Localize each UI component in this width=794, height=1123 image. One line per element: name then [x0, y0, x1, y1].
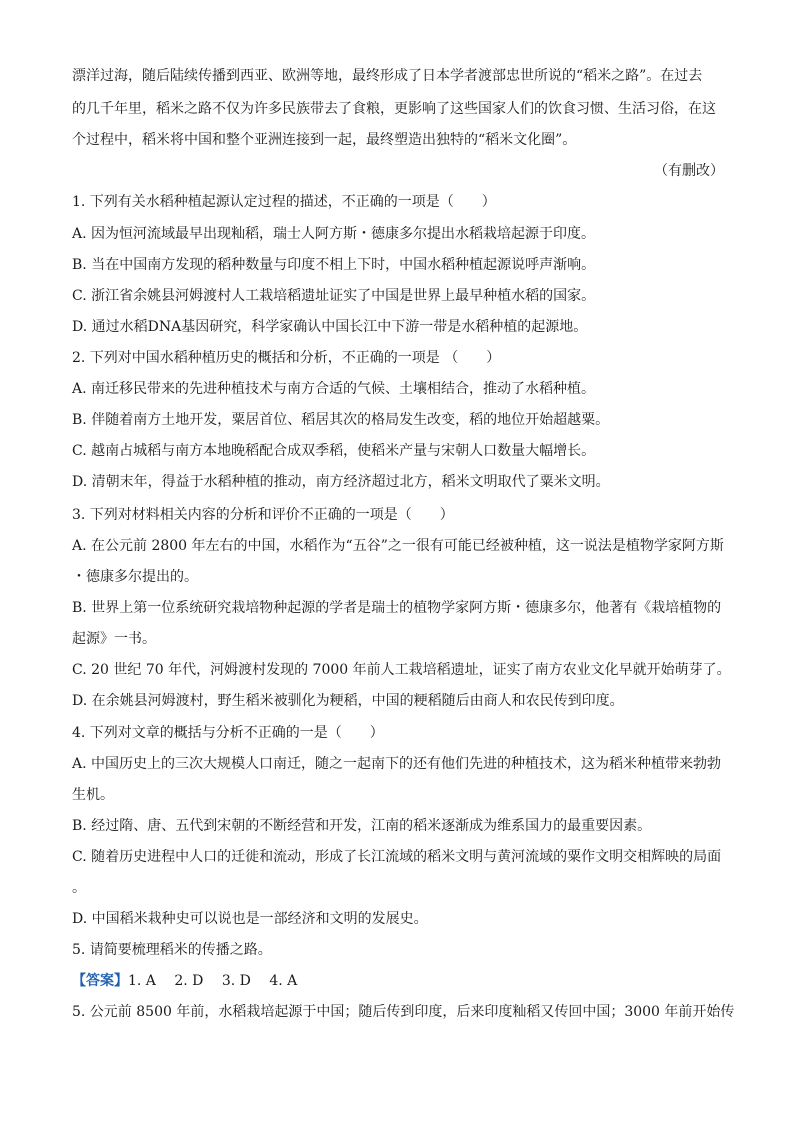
question-3-option-b-line-2: 起源》一书。 — [72, 631, 156, 647]
question-4-option-d: D. 中国稻米栽种史可以说也是一部经济和文明的发展史。 — [72, 911, 428, 927]
question-4-option-b: B. 经过隋、唐、五代到宋朝的不断经营和开发，江南的稻米逐渐成为维系国力的最重要因素。 — [72, 818, 652, 834]
question-3-option-d: D. 在余姚县河姆渡村，野生稻米被驯化为粳稻，中国的粳稻随后由商人和农民传到印度。 — [72, 693, 624, 709]
answer-5-line-1: 5. 公元前 8500 年前，水稻栽培起源于中国；随后传到印度，后来印度籼稻又传回中国；3000 年前开始传 — [72, 1004, 735, 1020]
question-5-stem: 5. 请简要梳理稻米的传播之路。 — [72, 942, 272, 958]
question-1-option-c: C. 浙江省余姚县河姆渡村人工栽培稻遗址证实了中国是世界上最早种植水稻的国家。 — [72, 288, 596, 304]
question-1-option-d: D. 通过水稻DNA基因研究，科学家确认中国长江中下游一带是水稻种植的起源地。 — [72, 319, 588, 335]
question-1-stem: 1. 下列有关水稻种植起源认定过程的描述，不正确的一项是（ ） — [72, 194, 496, 210]
question-2-option-c: C. 越南占城稻与南方本地晚稻配合成双季稻，使稻米产量与宋朝人口数量大幅增长。 — [72, 443, 596, 459]
passage-line-1: 漂洋过海，随后陆续传播到西亚、欧洲等地，最终形成了日本学者渡部忠世所说的“稻米之路”。在过去 — [72, 68, 703, 84]
question-4-option-a-line-1: A. 中国历史上的三次大规模人口南迁，随之一起南下的还有他们先进的种植技术，这为稻米种植带来勃勃 — [72, 756, 722, 772]
source-note: （有删改） — [654, 163, 724, 179]
question-4-option-a-line-2: 生机。 — [72, 787, 114, 803]
question-2-option-d: D. 清朝末年，得益于水稻种植的推动，南方经济超过北方，稻米文明取代了粟米文明。 — [72, 474, 610, 490]
question-3-option-a-line-1: A. 在公元前 2800 年左右的中国，水稻作为“五谷”之一很有可能已经被种植，这一说法是植物学家阿方斯 — [72, 538, 724, 554]
question-3-option-c: C. 20 世纪 70 年代，河姆渡村发现的 7000 年前人工栽培稻遗址，证实了南方农业文化早就开始萌芽了。 — [72, 662, 731, 678]
question-2-option-a: A. 南迁移民带来的先进种植技术与南方合适的气候、土壤相结合，推动了水稻种植。 — [72, 381, 596, 397]
answer-tag: 【答案】 — [72, 973, 128, 989]
question-4-stem: 4. 下列对文章的概括与分析不正确的一是（ ） — [72, 725, 384, 741]
passage-line-3: 个过程中，稻米将中国和整个亚洲连接到一起，最终塑造出独特的“稻米文化圈”。 — [72, 132, 577, 148]
question-4-option-c-line-1: C. 随着历史进程中人口的迁徙和流动，形成了长江流域的稻米文明与黄河流域的粟作文明交相辉映的局面 — [72, 849, 722, 865]
answer-values: 1. A 2. D 3. D 4. A — [128, 973, 298, 989]
question-3-stem: 3. 下列对材料相关内容的分析和评价不正确的一项是（ ） — [72, 507, 454, 523]
question-1-option-b: B. 当在中国南方发现的稻种数量与印度不相上下时，中国水稻种植起源说呼声渐响。 — [72, 257, 596, 273]
answer-key — [72, 971, 724, 991]
question-4-option-c-line-2: 。 — [72, 880, 86, 896]
question-3-option-b-line-1: B. 世界上第一位系统研究栽培物种起源的学者是瑞士的植物学家阿方斯・德康多尔，他著有《栽培植物的 — [72, 600, 722, 616]
question-3-option-a-line-2: ・德康多尔提出的。 — [72, 569, 198, 585]
passage-line-2: 的几千年里，稻米之路不仅为许多民族带去了食粮，更影响了这些国家人们的饮食习惯、生活习俗，在这 — [72, 101, 716, 117]
question-1-option-a: A. 因为恒河流域最早出现籼稻，瑞士人阿方斯・德康多尔提出水稻栽培起源于印度。 — [72, 226, 596, 242]
question-2-stem: 2. 下列对中国水稻种植历史的概括和分析，不正确的一项是 （ ） — [72, 350, 501, 366]
question-2-option-b: B. 伴随着南方土地开发，粟居首位、稻居其次的格局发生改变，稻的地位开始超越粟。 — [72, 412, 610, 428]
